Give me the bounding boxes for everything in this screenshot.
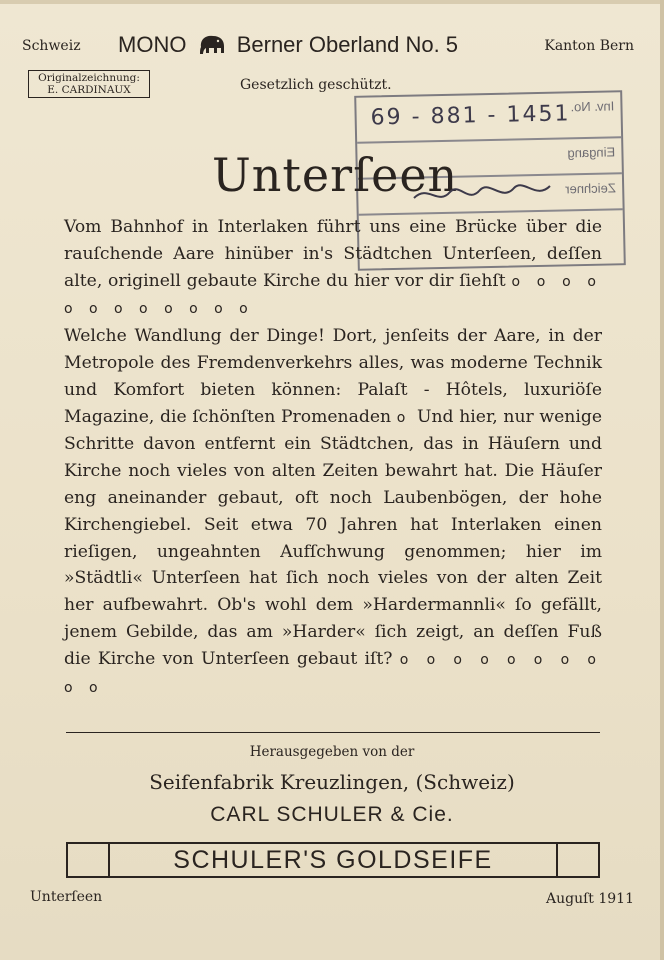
footer-date: Auguſt 1911 (546, 891, 634, 907)
stamp-label-received: Eingang (567, 144, 616, 161)
stamp-label-draftsman: Zeichner (565, 180, 617, 197)
ornament-ring: o (396, 409, 412, 426)
credit-artist: E. CARDINAUX (47, 84, 131, 96)
header (0, 32, 664, 62)
paper-edge-top (0, 0, 664, 4)
paragraph-1 (64, 214, 602, 323)
brand-box (66, 842, 600, 878)
stamp-handwritten-number: 69 - 881 - 1451 (370, 101, 571, 131)
stamp-label-inventory: Inv. No. (570, 98, 615, 115)
artist-credit-box (28, 70, 150, 98)
publisher-company: CARL SCHULER & Cie. (210, 803, 454, 826)
header-title (118, 32, 458, 58)
header-series: Berner Oberland No. 5 (236, 32, 459, 57)
header-brand: MONO (118, 32, 187, 57)
footer-place: Unterſeen (30, 889, 103, 905)
elephant-logo-icon (197, 33, 227, 55)
ornament-rings: o o o o o o o o o o (64, 651, 602, 696)
brand-box-separator-right (556, 844, 558, 876)
publisher-factory: Seifenfabrik Kreuzlingen, (Schweiz) (149, 770, 515, 794)
body-text (64, 214, 602, 701)
copyright-notice: Gesetzlich geschützt. (240, 77, 392, 93)
header-country: Schweiz (22, 38, 81, 54)
paragraph-2 (64, 323, 602, 701)
ornament-rings: o o o o o o o o o o o o (64, 273, 602, 318)
handwritten-scribble (410, 176, 560, 210)
credit-label: Originalzeichnung: (38, 72, 140, 84)
page-title: Unterſeen (212, 148, 459, 202)
publisher-intro: Herausgegeben von der (249, 744, 415, 760)
paragraph-2-text-b: Und hier, nur wenige Schritte davon entfernt ein Städtchen, das in Häuſern und Kirche noch vieles von alten Zeiten bewahrt hat. Die Häuſer eng aneinander gebaut, oft noch Laubenbögen, der hohe Kirchengiebel. Seit etwa 70 Jahren hat Interlaken einen rieſigen, ungeahnten Aufſchwung genommen; hier im »Städtli« Unterſeen hat ſich noch vieles von der alten Zeit her aufbewahrt. Ob's wohl dem »Hardermannli« ſo gefällt, jenem Gebilde, das am »Harder« ſich zeigt, an deſſen Fuß die Kirche von Unterſeen gebaut iſt? (64, 406, 602, 669)
brand-name: SCHULER'S GOLDSEIFE (173, 846, 493, 874)
paragraph-2-text-a: Welche Wandlung der Dinge! Dort, jenſeits der Aare, in der Metropole des Fremdenverkehrs alles, was moderne Technik und Komfort bieten können: Palaſt - Hôtels, luxuriöſe Magazine, die ſchönſten Promenaden (64, 326, 602, 427)
header-canton: Kanton Bern (544, 38, 634, 54)
stamp-row-inventory (356, 92, 621, 144)
divider (66, 732, 600, 733)
paragraph-1-text: Vom Bahnhof in Interlaken führt uns eine Brücke über die rauſchende Aare hinüber in's Städtchen Unterſeen, deſſen alte, originell gebaute Kirche du hier vor dir ſiehſt (64, 217, 602, 291)
